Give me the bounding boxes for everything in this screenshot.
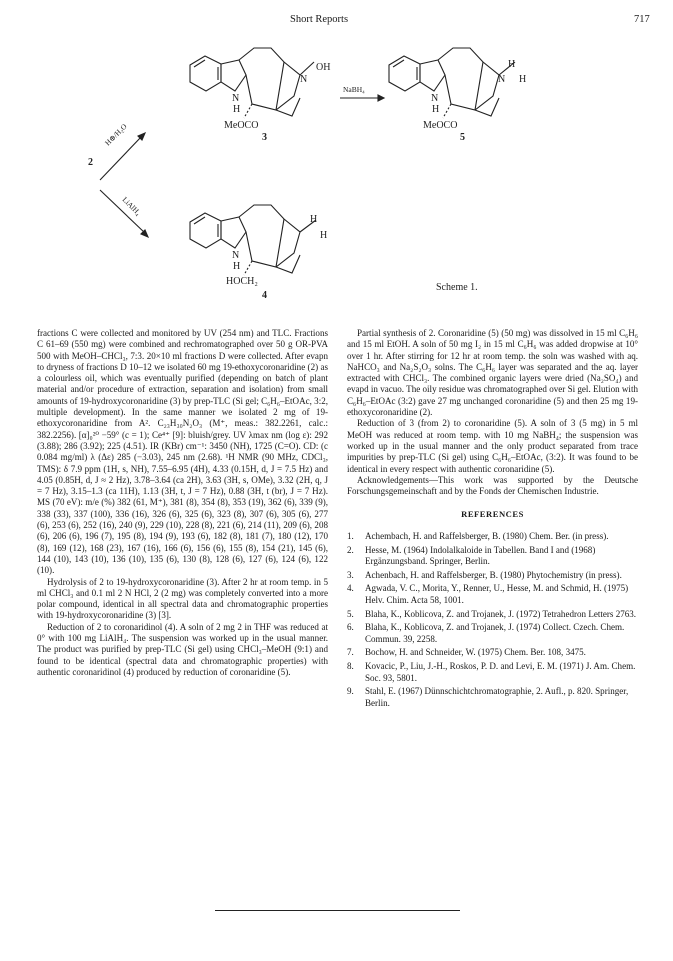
references-list bbox=[347, 531, 638, 709]
reference-number: 9. bbox=[347, 686, 354, 697]
reference-number: 4. bbox=[347, 583, 354, 594]
reference-item bbox=[347, 661, 638, 684]
atom-oh: OH bbox=[316, 62, 331, 73]
reference-item bbox=[347, 583, 638, 606]
paragraph: Hydrolysis of 2 to 19-hydroxycoronaridine (3). After 2 hr at room temp. in 5 ml CHCl₃ and 0.1 ml 2 N HCl, 2 (2 mg) was completely converted into a more polar compound, identical in all spectral data and chromatographic properties with 19-hydroxycoronaridine (3) [3]. bbox=[37, 576, 328, 621]
reference-text: Achembach, H. and Raffelsberger, B. (1980) Chem. Ber. (in press). bbox=[365, 530, 609, 541]
reference-text: Blaha, K., Koblicova, Z. and Trojanek, J. (1974) Collect. Czech. Chem. Commun. 39, 2258. bbox=[365, 622, 625, 644]
reference-number: 1. bbox=[347, 530, 354, 541]
ester-label: MeOCO bbox=[224, 120, 259, 131]
reference-item bbox=[347, 686, 638, 709]
reference-number: 5. bbox=[347, 608, 354, 619]
atom-n: N bbox=[498, 74, 506, 85]
compound-number: 3 bbox=[262, 132, 267, 143]
compound-number: 2 bbox=[88, 157, 93, 168]
left-column bbox=[37, 328, 328, 678]
reaction-scheme bbox=[0, 0, 673, 310]
right-column bbox=[347, 328, 638, 711]
atom-h: H bbox=[233, 104, 241, 115]
atom-h: H bbox=[519, 74, 527, 85]
atom-h: H bbox=[320, 230, 328, 241]
reference-text: Agwada, V. C., Morita, Y., Renner, U., Hesse, M. and Schmid, H. (1975) Helv. Chim. Acta 58, 1001. bbox=[365, 583, 629, 605]
footer-rule bbox=[215, 910, 460, 911]
reagent-label: LiAlH₄ bbox=[120, 195, 143, 218]
reference-number: 6. bbox=[347, 622, 354, 633]
reference-item bbox=[347, 609, 638, 620]
atom-n: N bbox=[232, 250, 240, 261]
acknowledgements: Acknowledgements—This work was supported by the Deutsche Forschungsgemeinschaft and by the Fonds der Chemischen Industrie. bbox=[347, 474, 638, 497]
structure-3 bbox=[190, 48, 314, 118]
structure-5 bbox=[389, 48, 515, 118]
references-heading: REFERENCES bbox=[461, 509, 524, 520]
atom-h: H bbox=[310, 214, 318, 225]
paragraph: Reduction of 2 to coronaridinol (4). A soln of 2 mg 2 in THF was reduced at 0° with 100 mg LiAlH₄. The suspension was worked up in the usual manner. The product was purified by prep-TLC (Si gel) using CHCl₃–MeOH (9:1) and found to be identical (spectral data and chromatographic properties) with authentic coronaridinol (4) produced by reduction of coronaridine (5). bbox=[37, 621, 328, 677]
reference-item bbox=[347, 570, 638, 581]
reference-text: Stahl, E. (1967) Dünnschichtchromatographie, 2. Aufl., p. 820. Springer, Berlin. bbox=[365, 686, 629, 708]
paragraph: Partial synthesis of 2. Coronaridine (5) (50 mg) was dissolved in 15 ml C₆H₆ and 15 ml EtOH. A soln of 50 mg I₂ in 15 ml C₆H₆ was added dropwise at 10° over 1 hr. After stirring for 12 hr at room temp. the soln was washed with aq. NaHCO₃ and Na₂S₂O₃ solns. The C₆H₆ layer was separated and the aq. layer extracted with CHCl₃. The combined organic layers were dried (Na₂SO₄) and evapd in vacuo. The oily residue was chromatographed over Si gel. Elution with C₆H₆–EtOAc (3:2) gave 27 mg unchanged coronaridine (5) and then 25 mg 19-ethoxycoronaridine (2). bbox=[347, 328, 638, 418]
atom-h: H bbox=[233, 261, 241, 272]
reagent-label: NaBH₄ bbox=[343, 85, 365, 94]
atom-h: H bbox=[432, 104, 440, 115]
atom-n: N bbox=[431, 93, 439, 104]
atom-n: N bbox=[300, 74, 308, 85]
reference-number: 3. bbox=[347, 569, 354, 580]
reference-number: 2. bbox=[347, 544, 354, 555]
atom-n: N bbox=[232, 93, 240, 104]
atom-h: H bbox=[508, 59, 516, 70]
reagent-label: H⊕/H₂O bbox=[103, 121, 129, 148]
page-number: 717 bbox=[634, 14, 650, 25]
paragraph: Reduction of 3 (from 2) to coronaridine (5). A soln of 3 (5 mg) in 5 ml MeOH was reduced at room temp. with 10 mg NaBH₄; the suspension was worked up in the usual manner and the only product separated from trace impurities by prep-TLC (Si gel) using C₆H₆–EtOAc, (3:2). It was found to be identical in every respect with authentic coronaridine (5). bbox=[347, 418, 638, 474]
reference-text: Blaha, K., Koblicova, Z. and Trojanek, J. (1972) Tetrahedron Letters 2763. bbox=[365, 608, 637, 619]
alcohol-label: HOCH₂ bbox=[226, 276, 258, 287]
reference-item bbox=[347, 622, 638, 645]
ester-label: MeOCO bbox=[423, 120, 458, 131]
reference-item bbox=[347, 531, 638, 542]
paragraph: fractions C were collected and monitored by UV (254 nm) and TLC. Fractions C 61–69 (550 mg) were combined and rechromatographed over 50 g OR-PVA 500 with MeOH–CHCl₃, 7:3. 20×10 ml fractions D were collected. After evapn to dryness of fractions D 10–12 we isolated 60 mg 19-ethoxycoronaridine (2) as a colourless oil, which was eventually purified (depending on batch of plant material and/or procedure of extraction, separation and isolation) from small amounts of 19-hydroxycoronaridine (3) by prep-TLC (Si gel; C₆H₆–EtOAc, 3:2, multiple development). In the same manner we isolated 2 mg of 19-ethoxycoronaridine from A². C₂₃H₃₀N₂O₃ (M⁺, meas.: 382.2261, calc.: 382.2256). [α]₀²⁰ −59° (c = 1); Ce⁴⁺ [9]: bluish/grey. UV λmax nm (log ε): 292 (3.88); 286 (3.92); 225 (4.51). IR (KBr) cm⁻¹: 3450 (NH), 1725 (C=O). CD: (c 0.084 mg/ml) λ (Δε) 285 (−3.03), 245 nm (2.68). ¹H NMR (90 MHz, CDCl₃, TMS): δ 7.9 ppm (1H, s, NH), 7.55–6.95 (4H), 4.33 (0.15H, d, J = 7.5 Hz) and 4.05 (0.85H, d, J ≈ 2 Hz), 3.78–3.64 (ca 2H), 3.63 (3H, s, OMe), 3.32 (2H, q, J = 7 Hz), 3.15–1.3 (ca 11H), 1.13 (3H, t, J = 7 Hz), 0.88 (3H, t (br), J = 7 Hz). MS (70 eV): m/e (%) 382 (61, M⁺), 381 (8), 354 (8), 353 (19), 362 (6), 339 (9), 338 (33), 337 (100), 336 (16), 326 (6), 325 (6), 323 (8), 307 (6), 305 (6), 277 (6), 253 (6), 252 (16), 240 (9), 229 (10), 228 (8), 221 (6), 214 (11), 209 (6), 208 (6), 206 (6), 196 (7), 195 (8), 194 (9), 193 (6), 182 (8), 181 (7), 180 (12), 170 (8), 169 (12), 168 (23), 167 (16), 166 (6), 156 (6), 155 (8), 154 (21), 145 (6), 144 (10), 143 (10), 136 (10), 135 (6), 130 (8), 128 (6), 127 (6), 124 (6), 122 (10). bbox=[37, 328, 328, 576]
compound-number: 5 bbox=[460, 132, 465, 143]
reference-text: Bochow, H. and Schneider, W. (1975) Chem. Ber. 108, 3475. bbox=[365, 647, 586, 658]
scheme-caption: Scheme 1. bbox=[436, 282, 478, 293]
reference-number: 7. bbox=[347, 647, 354, 658]
reference-text: Achenbach, H. and Raffelsberger, B. (1980) Phytochemistry (in press). bbox=[365, 569, 622, 580]
reference-item bbox=[347, 545, 638, 568]
reference-text: Hesse, M. (1964) Indolalkaloide in Tabellen. Band I and (1968) Ergänzungsband. Springer, Berlin. bbox=[365, 544, 596, 566]
reference-text: Kovacic, P., Liu, J.-H., Roskos, P. D. and Levi, E. M. (1971) J. Am. Chem. Soc. 93, 5801. bbox=[365, 661, 636, 683]
running-header: Short Reports bbox=[290, 14, 349, 25]
reference-item bbox=[347, 647, 638, 658]
compound-number: 4 bbox=[262, 290, 267, 301]
reference-number: 8. bbox=[347, 661, 354, 672]
structure-4 bbox=[190, 205, 316, 275]
